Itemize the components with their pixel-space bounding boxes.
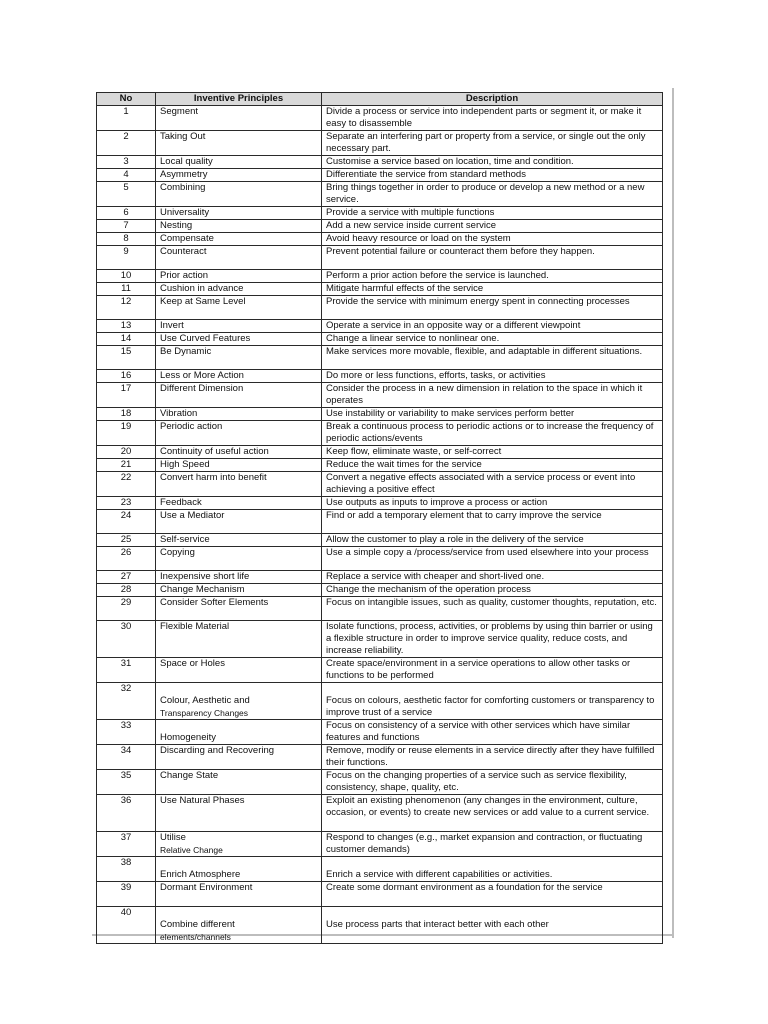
row-number: 23 <box>97 497 156 510</box>
description-text: Do more or less functions, efforts, tasks, or activities <box>326 370 546 381</box>
principle-name-cell <box>156 246 322 270</box>
table-row <box>97 459 663 472</box>
row-number: 20 <box>97 446 156 459</box>
description-text: Focus on colours, aesthetic factor for comforting customers or transparency to improve trust of a service <box>326 695 655 718</box>
principle-name: Combining <box>160 182 206 193</box>
row-number: 24 <box>97 510 156 534</box>
principle-name-cell <box>156 370 322 383</box>
principle-name: Counteract <box>160 246 207 257</box>
table-row <box>97 510 663 534</box>
description-cell <box>322 857 663 882</box>
row-number: 10 <box>97 270 156 283</box>
description-text: Exploit an existing phenomenon (any changes in the environment, culture, occasion, or events) to create new services or add value to a current service. <box>326 795 650 818</box>
principle-name: Be Dynamic <box>160 346 212 357</box>
principle-name: Change State <box>160 770 219 781</box>
description-cell <box>322 207 663 220</box>
principle-name-cell <box>156 795 322 832</box>
principle-name-cell <box>156 106 322 131</box>
description-cell <box>322 745 663 770</box>
principle-name-line2: Transparency Changes <box>160 708 249 718</box>
principle-name-cell <box>156 745 322 770</box>
table-row <box>97 547 663 571</box>
principle-name: Use Natural Phases <box>160 795 245 806</box>
description-text: Use process parts that interact better with each other <box>326 919 549 930</box>
description-cell <box>322 683 663 720</box>
table-row <box>97 131 663 156</box>
principle-name: Periodic action <box>160 421 223 432</box>
description-cell <box>322 346 663 370</box>
table-row <box>97 795 663 832</box>
description-text: Differentiate the service from standard methods <box>326 169 526 180</box>
description-cell <box>322 320 663 333</box>
principle-name: Keep at Same Level <box>160 296 246 307</box>
principle-name-cell <box>156 220 322 233</box>
principle-name: Convert harm into benefit <box>160 472 267 483</box>
table-row <box>97 408 663 421</box>
principle-name-cell <box>156 346 322 370</box>
row-number: 17 <box>97 383 156 408</box>
principle-name-cell <box>156 131 322 156</box>
principle-name-cell <box>156 383 322 408</box>
row-number: 31 <box>97 658 156 683</box>
description-cell <box>322 510 663 534</box>
description-cell <box>322 156 663 169</box>
description-cell <box>322 246 663 270</box>
description-text: Customise a service based on location, time and condition. <box>326 156 574 167</box>
description-cell <box>322 472 663 497</box>
row-number: 37 <box>97 832 156 857</box>
principle-name-cell <box>156 770 322 795</box>
row-number: 28 <box>97 584 156 597</box>
principle-name: Enrich Atmosphere <box>160 869 241 880</box>
principle-name-cell <box>156 534 322 547</box>
description-cell <box>322 770 663 795</box>
description-text: Focus on consistency of a service with other services which have similar features and functions <box>326 720 631 743</box>
table-row <box>97 233 663 246</box>
description-cell <box>322 658 663 683</box>
header-principle: Inventive Principles <box>156 93 322 106</box>
row-number: 22 <box>97 472 156 497</box>
row-number: 21 <box>97 459 156 472</box>
description-cell <box>322 106 663 131</box>
principle-name: Use Curved Features <box>160 333 251 344</box>
description-text: Respond to changes (e.g., market expansion and contraction, or fluctuating customer demands) <box>326 832 643 855</box>
principle-name-cell <box>156 156 322 169</box>
table-row <box>97 683 663 720</box>
description-cell <box>322 832 663 857</box>
row-number: 29 <box>97 597 156 621</box>
row-number: 3 <box>97 156 156 169</box>
table-row <box>97 720 663 745</box>
row-number: 27 <box>97 571 156 584</box>
principle-name: Less or More Action <box>160 370 244 381</box>
principle-name: Use a Mediator <box>160 510 225 521</box>
principle-name-cell <box>156 283 322 296</box>
principle-name: Flexible Material <box>160 621 230 632</box>
table-row <box>97 770 663 795</box>
description-cell <box>322 296 663 320</box>
principle-name: Asymmetry <box>160 169 208 180</box>
principle-name-cell <box>156 907 322 944</box>
principle-name: Prior action <box>160 270 209 281</box>
description-cell <box>322 370 663 383</box>
principle-name: Copying <box>160 547 195 558</box>
principle-name-cell <box>156 296 322 320</box>
description-text: Mitigate harmful effects of the service <box>326 283 484 294</box>
inventive-principles-table <box>96 92 663 944</box>
row-number: 14 <box>97 333 156 346</box>
row-number: 8 <box>97 233 156 246</box>
table-row <box>97 383 663 408</box>
principle-name-cell <box>156 233 322 246</box>
table-row <box>97 182 663 207</box>
principle-name: Feedback <box>160 497 202 508</box>
table-row <box>97 882 663 907</box>
principle-name-cell <box>156 207 322 220</box>
description-text: Keep flow, eliminate waste, or self-correct <box>326 446 502 457</box>
description-text: Change a linear service to nonlinear one. <box>326 333 500 344</box>
page-edge-shadow <box>672 88 674 938</box>
table-body <box>97 106 663 944</box>
principle-name-cell <box>156 658 322 683</box>
description-cell <box>322 621 663 658</box>
principle-name: Continuity of useful action <box>160 446 269 457</box>
table-row <box>97 658 663 683</box>
principle-name-cell <box>156 720 322 745</box>
table-row <box>97 907 663 944</box>
description-text: Convert a negative effects associated with a service process or event into achieving a positive effect <box>326 472 636 495</box>
description-text: Reduce the wait times for the service <box>326 459 482 470</box>
table-row <box>97 333 663 346</box>
table-row <box>97 745 663 770</box>
table-row <box>97 246 663 270</box>
principle-name: Self-service <box>160 534 210 545</box>
table-row <box>97 584 663 597</box>
principle-name: Nesting <box>160 220 193 231</box>
principle-name-cell <box>156 597 322 621</box>
table-row <box>97 283 663 296</box>
row-number: 36 <box>97 795 156 832</box>
description-text: Use a simple copy a /process/service from used elsewhere into your process <box>326 547 649 558</box>
principle-name: Invert <box>160 320 184 331</box>
description-cell <box>322 882 663 907</box>
principle-name-cell <box>156 547 322 571</box>
document <box>96 92 662 944</box>
description-cell <box>322 421 663 446</box>
header-description: Description <box>322 93 663 106</box>
row-number: 9 <box>97 246 156 270</box>
description-text: Separate an interfering part or property from a service, or single out the only necessary part. <box>326 131 646 154</box>
description-text: Provide a service with multiple functions <box>326 207 495 218</box>
principle-name: Combine different <box>160 919 235 930</box>
principle-name: Universality <box>160 207 210 218</box>
description-cell <box>322 795 663 832</box>
row-number: 6 <box>97 207 156 220</box>
principle-name-cell <box>156 683 322 720</box>
principle-name: Vibration <box>160 408 198 419</box>
table-row <box>97 220 663 233</box>
table-row <box>97 207 663 220</box>
description-cell <box>322 907 663 944</box>
table-header-row <box>97 93 663 106</box>
principle-name-cell <box>156 270 322 283</box>
description-text: Use instability or variability to make services perform better <box>326 408 575 419</box>
row-number: 25 <box>97 534 156 547</box>
principle-name: Different Dimension <box>160 383 244 394</box>
table-row <box>97 169 663 182</box>
principle-name-cell <box>156 182 322 207</box>
row-number: 16 <box>97 370 156 383</box>
table-row <box>97 472 663 497</box>
row-number: 12 <box>97 296 156 320</box>
description-text: Change the mechanism of the operation process <box>326 584 531 595</box>
description-text: Allow the customer to play a role in the delivery of the service <box>326 534 584 545</box>
principle-name-cell <box>156 333 322 346</box>
description-text: Make services more movable, flexible, and adaptable in different situations. <box>326 346 643 357</box>
principle-name: Dormant Environment <box>160 882 253 893</box>
principle-name: Cushion in advance <box>160 283 244 294</box>
description-text: Consider the process in a new dimension in relation to the space in which it operates <box>326 383 643 406</box>
principle-name-cell <box>156 421 322 446</box>
principle-name: Consider Softer Elements <box>160 597 269 608</box>
table-row <box>97 156 663 169</box>
header-no: No <box>97 93 156 106</box>
principle-name: Segment <box>160 106 199 117</box>
row-number: 26 <box>97 547 156 571</box>
principle-name-cell <box>156 510 322 534</box>
principle-name-cell <box>156 320 322 333</box>
principle-name: Change Mechanism <box>160 584 245 595</box>
principle-name-cell <box>156 497 322 510</box>
description-text: Provide the service with minimum energy spent in connecting processes <box>326 296 630 307</box>
principle-name-line2: Relative Change <box>160 845 223 855</box>
description-cell <box>322 497 663 510</box>
row-number: 19 <box>97 421 156 446</box>
description-cell <box>322 446 663 459</box>
description-text: Create space/environment in a service operations to allow other tasks or functions to be performed <box>326 658 631 681</box>
table-row <box>97 370 663 383</box>
description-text: Create some dormant environment as a foundation for the service <box>326 882 603 893</box>
description-text: Operate a service in an opposite way or a different viewpoint <box>326 320 581 331</box>
description-text: Add a new service inside current service <box>326 220 497 231</box>
table-row <box>97 857 663 882</box>
row-number: 34 <box>97 745 156 770</box>
description-cell <box>322 169 663 182</box>
row-number: 33 <box>97 720 156 745</box>
table-row <box>97 270 663 283</box>
principle-name-cell <box>156 571 322 584</box>
description-text: Perform a prior action before the service is launched. <box>326 270 549 281</box>
description-text: Replace a service with cheaper and short-lived one. <box>326 571 545 582</box>
principle-name-cell <box>156 169 322 182</box>
description-cell <box>322 270 663 283</box>
description-cell <box>322 571 663 584</box>
description-cell <box>322 584 663 597</box>
table-row <box>97 571 663 584</box>
row-number: 4 <box>97 169 156 182</box>
description-text: Focus on the changing properties of a service such as service flexibility, consistency, shape, quality, etc. <box>326 770 627 793</box>
principle-name: Taking Out <box>160 131 206 142</box>
table-row <box>97 497 663 510</box>
description-cell <box>322 131 663 156</box>
description-cell <box>322 597 663 621</box>
table-row <box>97 320 663 333</box>
principle-name: Inexpensive short life <box>160 571 250 582</box>
description-text: Use outputs as inputs to improve a process or action <box>326 497 548 508</box>
table-row <box>97 346 663 370</box>
table-row <box>97 421 663 446</box>
description-cell <box>322 182 663 207</box>
principle-name: High Speed <box>160 459 210 470</box>
principle-name-line2: elements/channels <box>160 932 231 942</box>
principle-name-cell <box>156 882 322 907</box>
principle-name: Space or Holes <box>160 658 225 669</box>
table-row <box>97 534 663 547</box>
description-cell <box>322 534 663 547</box>
principle-name: Homogeneity <box>160 732 216 743</box>
principle-name: Compensate <box>160 233 214 244</box>
row-number: 39 <box>97 882 156 907</box>
principle-name-cell <box>156 459 322 472</box>
principle-name-cell <box>156 472 322 497</box>
description-cell <box>322 333 663 346</box>
description-text: Focus on intangible issues, such as quality, customer thoughts, reputation, etc. <box>326 597 657 608</box>
principle-name: Discarding and Recovering <box>160 745 275 756</box>
description-text: Prevent potential failure or counteract them before they happen. <box>326 246 595 257</box>
row-number: 30 <box>97 621 156 658</box>
description-text: Isolate functions, process, activities, or problems by using thin barrier or using a flexible structure in order to improve service quality, reduce costs, and increase reliability. <box>326 621 653 656</box>
description-cell <box>322 459 663 472</box>
principle-name-cell <box>156 408 322 421</box>
description-text: Find or add a temporary element that to carry improve the service <box>326 510 602 521</box>
principle-name-cell <box>156 857 322 882</box>
description-cell <box>322 220 663 233</box>
principle-name-cell <box>156 832 322 857</box>
description-text: Bring things together in order to produce or develop a new method or a new service. <box>326 182 645 205</box>
principle-name-cell <box>156 584 322 597</box>
description-cell <box>322 408 663 421</box>
principle-name-cell <box>156 446 322 459</box>
row-number: 7 <box>97 220 156 233</box>
description-cell <box>322 283 663 296</box>
row-number: 1 <box>97 106 156 131</box>
description-text: Remove, modify or reuse elements in a service directly after they have fulfilled their functions. <box>326 745 655 768</box>
table-row <box>97 832 663 857</box>
description-cell <box>322 383 663 408</box>
row-number: 15 <box>97 346 156 370</box>
table-row <box>97 446 663 459</box>
description-text: Break a continuous process to periodic actions or to increase the frequency of periodic actions/events <box>326 421 654 444</box>
row-number: 5 <box>97 182 156 207</box>
principle-name: Local quality <box>160 156 213 167</box>
row-number: 18 <box>97 408 156 421</box>
description-cell <box>322 547 663 571</box>
description-text: Enrich a service with different capabilities or activities. <box>326 869 553 880</box>
row-number: 32 <box>97 683 156 720</box>
description-cell <box>322 233 663 246</box>
row-number: 38 <box>97 857 156 882</box>
principle-name: Utilise <box>160 832 186 843</box>
row-number: 2 <box>97 131 156 156</box>
row-number: 40 <box>97 907 156 944</box>
description-cell <box>322 720 663 745</box>
table-row <box>97 106 663 131</box>
principle-name: Colour, Aesthetic and <box>160 695 250 706</box>
row-number: 11 <box>97 283 156 296</box>
description-text: Avoid heavy resource or load on the system <box>326 233 511 244</box>
principle-name-cell <box>156 621 322 658</box>
table-row <box>97 597 663 621</box>
table-row <box>97 296 663 320</box>
row-number: 35 <box>97 770 156 795</box>
table-row <box>97 621 663 658</box>
description-text: Divide a process or service into independent parts or segment it, or make it easy to disassemble <box>326 106 642 129</box>
row-number: 13 <box>97 320 156 333</box>
